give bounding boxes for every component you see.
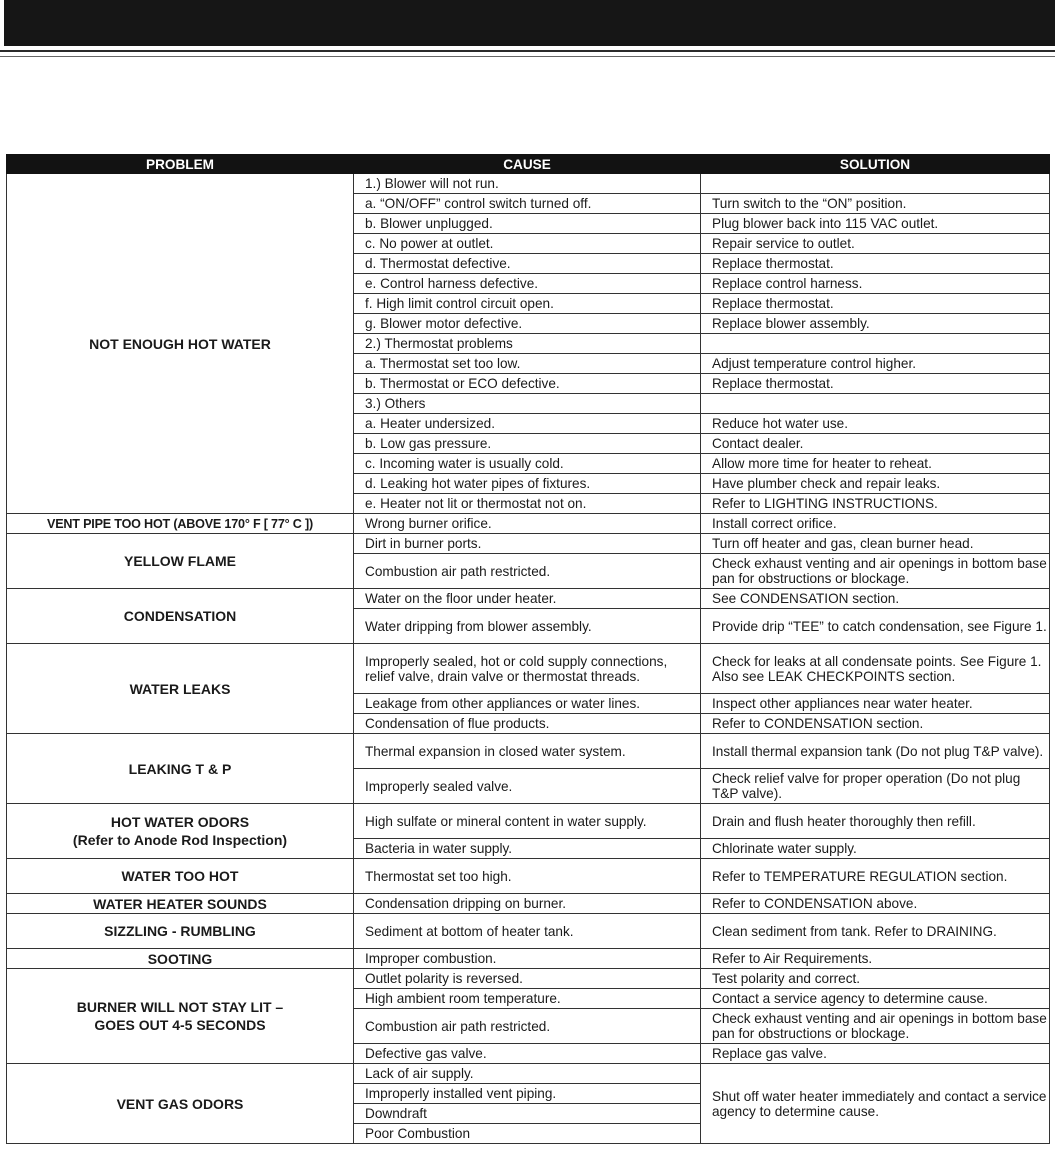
solution-cell: Install correct orifice. xyxy=(701,514,1050,534)
header-cause: CAUSE xyxy=(354,155,701,174)
solution-cell: Install thermal expansion tank (Do not plug T&P valve). xyxy=(701,734,1050,769)
problem-note: (Refer to Anode Rod Inspection) xyxy=(72,832,288,848)
solution-cell: Refer to TEMPERATURE REGULATION section. xyxy=(701,859,1050,894)
problem-cell: LEAKING T & P xyxy=(7,734,354,804)
table-row xyxy=(7,534,1050,554)
solution-cell: Test polarity and correct. xyxy=(701,969,1050,989)
solution-cell xyxy=(701,334,1050,354)
solution-cell xyxy=(701,174,1050,194)
solution-cell: Turn switch to the “ON” position. xyxy=(701,194,1050,214)
cause-cell: Improperly sealed valve. xyxy=(354,769,701,804)
problem-cell: WATER TOO HOT xyxy=(7,859,354,894)
cause-cell: e. Control harness defective. xyxy=(354,274,701,294)
cause-cell: Improperly sealed, hot or cold supply connections, relief valve, drain valve or thermostat threads. xyxy=(354,644,701,694)
solution-cell: Replace thermostat. xyxy=(701,254,1050,274)
cause-cell: Leakage from other appliances or water lines. xyxy=(354,694,701,714)
table-row xyxy=(7,589,1050,609)
table-row xyxy=(7,804,1050,839)
cause-cell: f. High limit control circuit open. xyxy=(354,294,701,314)
problem-title: HOT WATER ODORS xyxy=(110,814,250,830)
cause-cell: Improper combustion. xyxy=(354,949,701,969)
solution-cell: Repair service to outlet. xyxy=(701,234,1050,254)
cause-cell: Thermal expansion in closed water system. xyxy=(354,734,701,769)
cause-cell: a. Thermostat set too low. xyxy=(354,354,701,374)
solution-cell: Check exhaust venting and air openings in bottom base pan for obstructions or blockage. xyxy=(701,1009,1050,1044)
problem-cell: WATER LEAKS xyxy=(7,644,354,734)
solution-cell: Chlorinate water supply. xyxy=(701,839,1050,859)
cause-cell: Sediment at bottom of heater tank. xyxy=(354,914,701,949)
solution-cell: Provide drip “TEE” to catch condensation, see Figure 1. xyxy=(701,609,1050,644)
cause-cell: Dirt in burner ports. xyxy=(354,534,701,554)
solution-cell xyxy=(701,394,1050,414)
cause-cell: Condensation of flue products. xyxy=(354,714,701,734)
cause-cell: Outlet polarity is reversed. xyxy=(354,969,701,989)
solution-cell: Check relief valve for proper operation (Do not plug T&P valve). xyxy=(701,769,1050,804)
problem-cell: YELLOW FLAME xyxy=(7,534,354,589)
cause-cell: High ambient room temperature. xyxy=(354,989,701,1009)
header-rule-thin xyxy=(0,56,1055,57)
cause-cell: d. Thermostat defective. xyxy=(354,254,701,274)
table-row xyxy=(7,949,1050,969)
cause-cell: High sulfate or mineral content in water supply. xyxy=(354,804,701,839)
cause-cell: Water dripping from blower assembly. xyxy=(354,609,701,644)
problem-title-line2: GOES OUT 4-5 SECONDS xyxy=(94,1017,266,1033)
table-row xyxy=(7,644,1050,694)
solution-cell: Refer to LIGHTING INSTRUCTIONS. xyxy=(701,494,1050,514)
header-bar xyxy=(4,0,1055,46)
cause-cell: e. Heater not lit or thermostat not on. xyxy=(354,494,701,514)
solution-cell: Replace blower assembly. xyxy=(701,314,1050,334)
table-row xyxy=(7,914,1050,949)
table-row xyxy=(7,1064,1050,1084)
table-row xyxy=(7,734,1050,769)
cause-cell: Improperly installed vent piping. xyxy=(354,1084,701,1104)
table-row xyxy=(7,174,1050,194)
solution-cell: Plug blower back into 115 VAC outlet. xyxy=(701,214,1050,234)
solution-cell: Replace control harness. xyxy=(701,274,1050,294)
cause-cell: a. “ON/OFF” control switch turned off. xyxy=(354,194,701,214)
problem-cell: WATER HEATER SOUNDS xyxy=(7,894,354,914)
header-problem: PROBLEM xyxy=(7,155,354,174)
cause-cell: Condensation dripping on burner. xyxy=(354,894,701,914)
solution-cell: Clean sediment from tank. Refer to DRAINING. xyxy=(701,914,1050,949)
solution-cell: Replace gas valve. xyxy=(701,1044,1050,1064)
solution-cell: Shut off water heater immediately and contact a service agency to determine cause. xyxy=(701,1064,1050,1144)
solution-cell: Refer to CONDENSATION above. xyxy=(701,894,1050,914)
cause-cell: 1.) Blower will not run. xyxy=(354,174,701,194)
solution-cell: Reduce hot water use. xyxy=(701,414,1050,434)
cause-cell: c. Incoming water is usually cold. xyxy=(354,454,701,474)
solution-cell: Allow more time for heater to reheat. xyxy=(701,454,1050,474)
cause-cell: c. No power at outlet. xyxy=(354,234,701,254)
solution-cell: Refer to Air Requirements. xyxy=(701,949,1050,969)
cause-cell: Water on the floor under heater. xyxy=(354,589,701,609)
cause-cell: 3.) Others xyxy=(354,394,701,414)
solution-cell: Inspect other appliances near water heater. xyxy=(701,694,1050,714)
table-row xyxy=(7,514,1050,534)
solution-cell: Check for leaks at all condensate points. See Figure 1. Also see LEAK CHECKPOINTS section. xyxy=(701,644,1050,694)
cause-cell: Combustion air path restricted. xyxy=(354,1009,701,1044)
header-solution: SOLUTION xyxy=(701,155,1050,174)
problem-cell xyxy=(7,969,354,1064)
solution-cell: Contact a service agency to determine cause. xyxy=(701,989,1050,1009)
solution-cell: Turn off heater and gas, clean burner head. xyxy=(701,534,1050,554)
cause-cell: Bacteria in water supply. xyxy=(354,839,701,859)
cause-cell: Lack of air supply. xyxy=(354,1064,701,1084)
solution-cell: Replace thermostat. xyxy=(701,294,1050,314)
problem-cell: SIZZLING - RUMBLING xyxy=(7,914,354,949)
cause-cell: Downdraft xyxy=(354,1104,701,1124)
solution-cell: Replace thermostat. xyxy=(701,374,1050,394)
solution-cell: Refer to CONDENSATION section. xyxy=(701,714,1050,734)
table-row xyxy=(7,969,1050,989)
cause-cell: Poor Combustion xyxy=(354,1124,701,1144)
problem-cell: VENT PIPE TOO HOT (ABOVE 170° F [ 77° C ]) xyxy=(7,514,354,534)
cause-cell: Combustion air path restricted. xyxy=(354,554,701,589)
solution-cell: Adjust temperature control higher. xyxy=(701,354,1050,374)
cause-cell: b. Blower unplugged. xyxy=(354,214,701,234)
solution-cell: Contact dealer. xyxy=(701,434,1050,454)
solution-cell: See CONDENSATION section. xyxy=(701,589,1050,609)
problem-cell xyxy=(7,804,354,859)
troubleshooting-table xyxy=(6,154,1050,1144)
table-header-row xyxy=(7,155,1050,174)
problem-title: BURNER WILL NOT STAY LIT – xyxy=(76,999,284,1015)
cause-cell: Thermostat set too high. xyxy=(354,859,701,894)
header-rule xyxy=(0,50,1055,52)
problem-cell: VENT GAS ODORS xyxy=(7,1064,354,1144)
table-row xyxy=(7,859,1050,894)
table-row xyxy=(7,894,1050,914)
cause-cell: g. Blower motor defective. xyxy=(354,314,701,334)
problem-cell: NOT ENOUGH HOT WATER xyxy=(7,174,354,514)
cause-cell: b. Thermostat or ECO defective. xyxy=(354,374,701,394)
cause-cell: 2.) Thermostat problems xyxy=(354,334,701,354)
solution-cell: Drain and flush heater thoroughly then refill. xyxy=(701,804,1050,839)
cause-cell: Defective gas valve. xyxy=(354,1044,701,1064)
problem-cell: CONDENSATION xyxy=(7,589,354,644)
cause-cell: a. Heater undersized. xyxy=(354,414,701,434)
solution-cell: Check exhaust venting and air openings in bottom base pan for obstructions or blockage. xyxy=(701,554,1050,589)
problem-cell: SOOTING xyxy=(7,949,354,969)
cause-cell: d. Leaking hot water pipes of fixtures. xyxy=(354,474,701,494)
cause-cell: Wrong burner orifice. xyxy=(354,514,701,534)
cause-cell: b. Low gas pressure. xyxy=(354,434,701,454)
solution-cell: Have plumber check and repair leaks. xyxy=(701,474,1050,494)
